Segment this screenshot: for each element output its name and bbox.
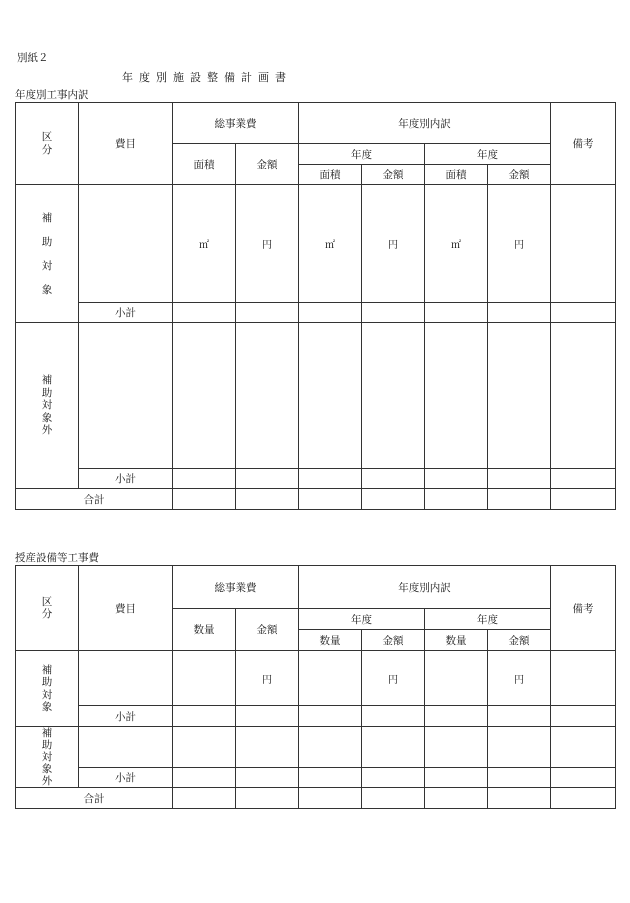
amount-header: 金額 xyxy=(236,609,299,651)
amount-header: 金額 xyxy=(488,630,551,651)
yen-unit-cell[interactable]: 円 xyxy=(236,185,299,303)
remarks-cell[interactable] xyxy=(551,185,616,303)
quantity-header: 数量 xyxy=(299,630,362,651)
yearly-breakdown-header: 年度別内訳 xyxy=(299,103,551,144)
subtotal-label: 小計 xyxy=(79,469,173,489)
subsidy-target-label: 補 助 対 象 xyxy=(16,185,79,323)
yen-unit-cell[interactable]: 円 xyxy=(362,651,425,706)
non-subsidy-target-label: 補 助 対 象 外 xyxy=(16,727,79,788)
year-header: 年度 xyxy=(425,609,551,630)
himoku-cell[interactable] xyxy=(79,651,173,706)
subtotal-label: 小計 xyxy=(79,706,173,727)
attachment-label: 別紙２ xyxy=(17,52,49,64)
himoku-header: 費目 xyxy=(79,566,173,651)
amount-header: 金額 xyxy=(488,165,551,185)
quantity-header: 数量 xyxy=(173,609,236,651)
kubun-header: 区 分 xyxy=(16,566,79,651)
non-subsidy-target-label: 補 助 対 象 外 xyxy=(16,323,79,489)
year-header: 年度 xyxy=(425,144,551,165)
remarks-header: 備考 xyxy=(551,566,616,651)
year-header: 年度 xyxy=(299,144,425,165)
area-unit-cell[interactable]: ㎡ xyxy=(299,185,362,303)
amount-header: 金額 xyxy=(236,144,299,185)
total-cost-header: 総事業費 xyxy=(173,103,299,144)
section2-label: 授産設備等工事費 xyxy=(15,552,99,564)
yen-unit-cell[interactable]: 円 xyxy=(362,185,425,303)
total-cost-header: 総事業費 xyxy=(173,566,299,609)
yen-unit-cell[interactable]: 円 xyxy=(236,651,299,706)
remarks-header: 備考 xyxy=(551,103,616,185)
page-title: 年度別施設整備計画書 xyxy=(122,71,292,84)
section1-label: 年度別工事内訳 xyxy=(15,89,89,101)
quantity-header: 数量 xyxy=(425,630,488,651)
total-label: 合計 xyxy=(16,788,173,809)
amount-header: 金額 xyxy=(362,630,425,651)
yearly-breakdown-header: 年度別内訳 xyxy=(299,566,551,609)
subtotal-label: 小計 xyxy=(79,767,173,787)
subtotal-label: 小計 xyxy=(79,303,173,323)
area-header: 面積 xyxy=(173,144,236,185)
area-unit-cell[interactable]: ㎡ xyxy=(425,185,488,303)
year-header: 年度 xyxy=(299,609,425,630)
yen-unit-cell[interactable]: 円 xyxy=(488,185,551,303)
remarks-cell[interactable] xyxy=(551,651,616,706)
subsidy-target-label: 補 助 対 象 xyxy=(16,651,79,727)
kubun-header: 区 分 xyxy=(16,103,79,185)
area-unit-cell[interactable]: ㎡ xyxy=(173,185,236,303)
himoku-cell[interactable] xyxy=(79,727,173,768)
construction-breakdown-table xyxy=(15,102,616,510)
area-header: 面積 xyxy=(299,165,362,185)
himoku-cell[interactable] xyxy=(79,185,173,303)
area-header: 面積 xyxy=(425,165,488,185)
total-label: 合計 xyxy=(16,489,173,510)
yen-unit-cell[interactable]: 円 xyxy=(488,651,551,706)
himoku-header: 費目 xyxy=(79,103,173,185)
himoku-cell[interactable] xyxy=(79,323,173,469)
amount-header: 金額 xyxy=(362,165,425,185)
equipment-cost-table xyxy=(15,565,616,809)
